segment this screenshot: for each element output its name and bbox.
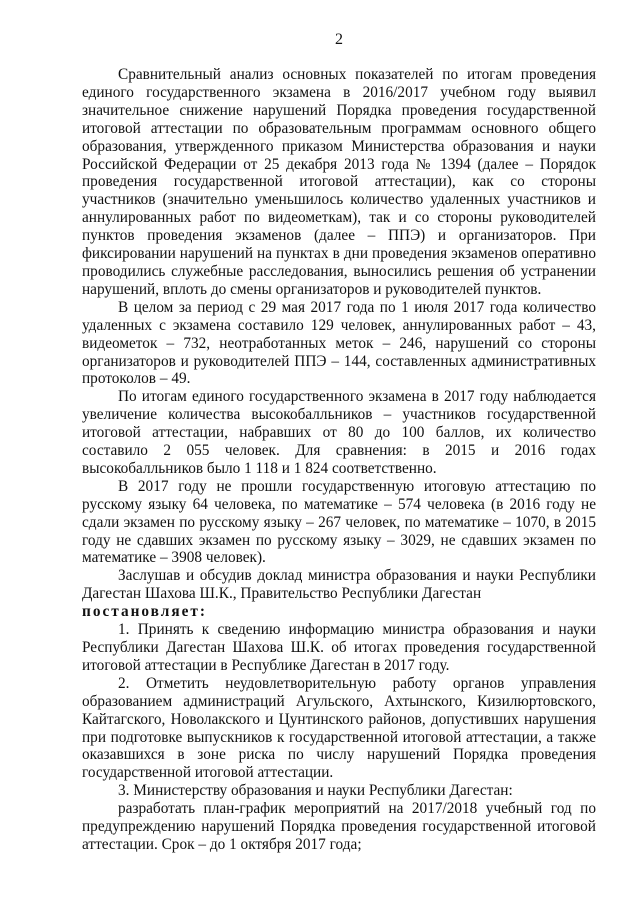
decree-point-3: 3. Министерству образования и науки Республики Дагестан: bbox=[118, 782, 513, 800]
decree-word bbox=[82, 603, 596, 621]
paragraph-analysis: Сравнительный анализ основных показателей по итогам проведения единого государственного экзамена в 2016/2017 учебном году выявил значительное снижение нарушений Порядка проведения государственной итоговой аттестации по образовательным программам основного общего образования, утвержденного приказом Министерства образования и науки Российской Федерации от 25 декабря 2013 года № 1394 (далее – Порядок проведения государственной итоговой аттестации), как со стороны участников (значительно уменьшилось количество удаленных участников и аннулированных работ по видеометкам), так и со стороны руководителей пунктов проведения экзаменов (далее – ППЭ) и организаторов. При фиксировании нарушений на пунктах в дни проведения экзаменов оперативно проводились служебные расследования, выносились решения об устранении нарушений, вплоть до смены организаторов и руководителей пунктов. bbox=[82, 66, 596, 298]
paragraph-violations-stats: В целом за период с 29 мая 2017 года по 1 июля 2017 года количество удаленных с экзамена составило 129 человек, аннулированных работ – 43, видеометок – 732, неотработанных меток – 246, нарушений со стороны организаторов и руководителей ППЭ – 144, составленных административных протоколов – 49. bbox=[82, 298, 596, 388]
paragraph-failed-exams: В 2017 году не прошли государственную итоговую аттестацию по русскому языку 64 человека, по математике – 574 человека (в 2016 году не сдали экзамен по русскому языку – 267 человек, по математике – 1070, в 2015 году не сдавших экзамен по русскому языку – 3029, не сдавших экзамен по математике – 3908 человек). bbox=[82, 477, 596, 567]
decree-point-2: 2. Отметить неудовлетворительную работу органов управления образованием администраций Агульского, Ахтынского, Кизилюртовского, Кайтагского, Новолакского и Цунтинского районов, допустивших нарушения при подготовке выпускников к государственной итоговой аттестации, а также оказавшихся в зоне риска по числу нарушений Порядка проведения государственной итоговой аттестации. bbox=[82, 674, 596, 782]
decree-word-text: постановляет: bbox=[82, 603, 207, 621]
paragraph-high-scorers: По итогам единого государственного экзамена в 2017 году наблюдается увеличение количества высокобалльников – участников государственной итоговой аттестации, набравших от 80 до 100 баллов, их количество составило 2 055 человек. Для сравнения: в 2015 и 2016 годах высокобалльников было 1 118 и 1 824 соответственно. bbox=[82, 388, 596, 477]
paragraph-hearing: Заслушав и обсудив доклад министра образования и науки Республики Дагестан Шахова Ш.К., Правительство Республики Дагестан bbox=[82, 567, 596, 603]
decree-point-3-subitem: разработать план-график мероприятий на 2017/2018 учебный год по предупреждению нарушений Порядка проведения государственной итоговой аттестации. Срок – до 1 октября 2017 года; bbox=[82, 800, 596, 853]
page-number: 2 bbox=[335, 31, 343, 48]
decree-point-1: 1. Принять к сведению информацию министра образования и науки Республики Дагестан Шахова Ш.К. об итогах проведения государственной итоговой аттестации в Республике Дагестан в 2017 году. bbox=[82, 621, 596, 674]
